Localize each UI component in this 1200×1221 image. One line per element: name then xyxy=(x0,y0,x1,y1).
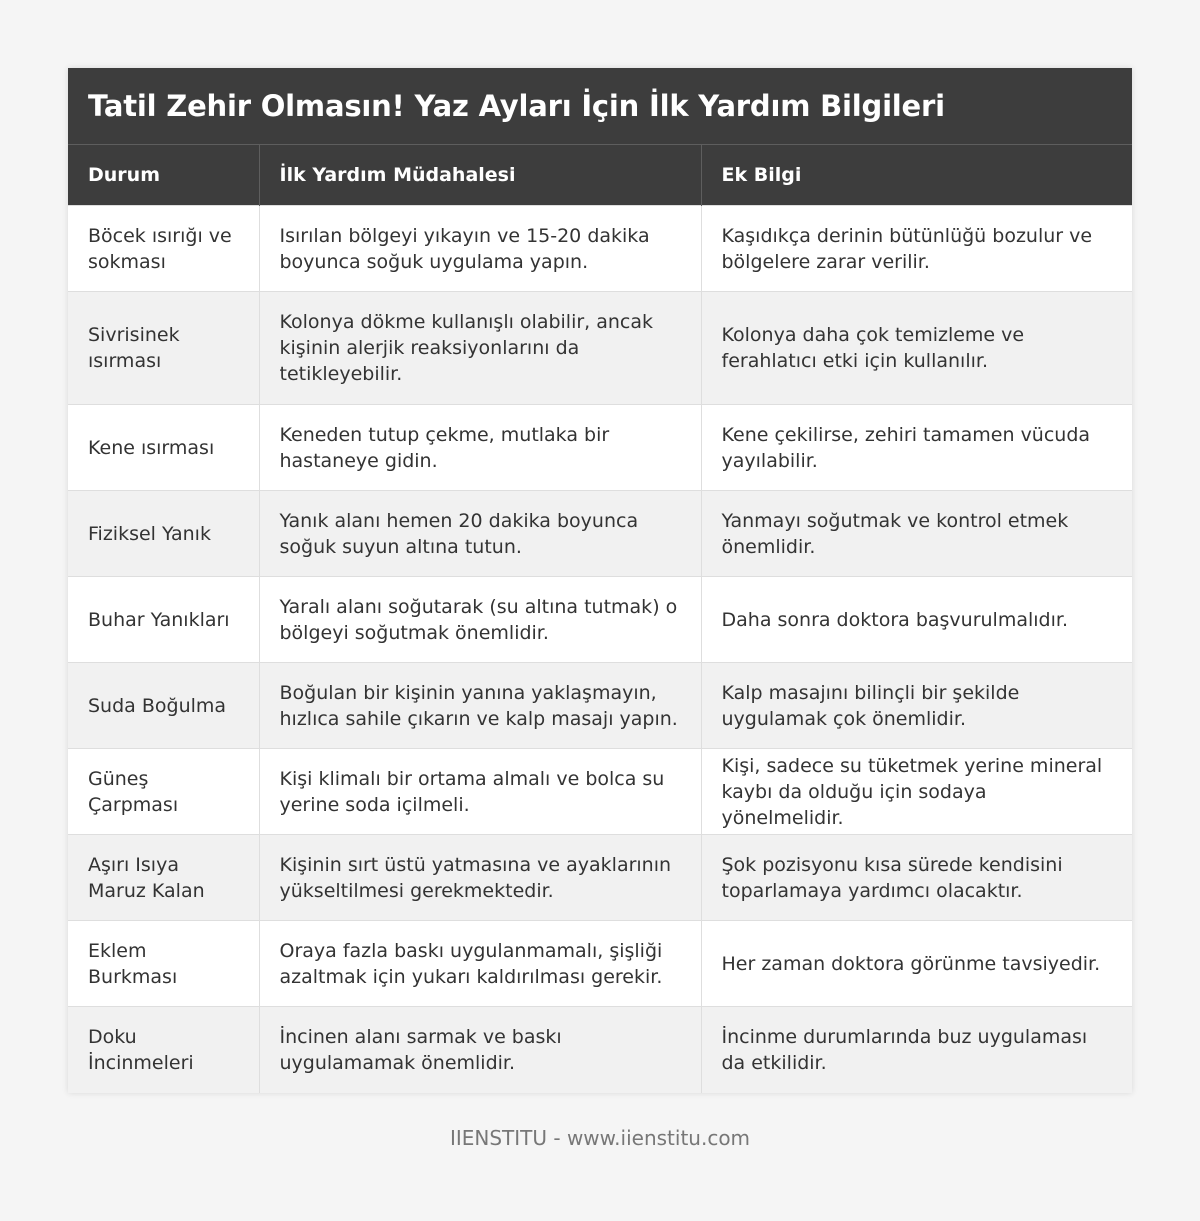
cell-ek-bilgi: Her zaman doktora görünme tavsiyedir. xyxy=(701,921,1132,1007)
cell-ek-bilgi: Kaşıdıkça derinin bütünlüğü bozulur ve bölgelere zarar verilir. xyxy=(701,206,1132,292)
cell-ek-bilgi: Kişi, sadece su tüketmek yerine mineral kaybı da olduğu için sodaya yönelmelidir. xyxy=(701,749,1132,835)
cell-durum: Buhar Yanıkları xyxy=(68,577,259,663)
first-aid-table-card xyxy=(68,68,1132,1093)
cell-ek-bilgi: İncinme durumlarında buz uygulaması da etkilidir. xyxy=(701,1007,1132,1093)
cell-durum: Eklem Burkması xyxy=(68,921,259,1007)
column-header-ilk-yardim: İlk Yardım Müdahalesi xyxy=(259,145,701,206)
cell-ek-bilgi: Kolonya daha çok temizleme ve ferahlatıcı etki için kullanılır. xyxy=(701,292,1132,405)
cell-ek-bilgi: Kene çekilirse, zehiri tamamen vücuda yayılabilir. xyxy=(701,405,1132,491)
cell-durum: Böcek ısırığı ve sokması xyxy=(68,206,259,292)
cell-ilk-yardim: Kolonya dökme kullanışlı olabilir, ancak kişinin alerjik reaksiyonlarını da tetikleyebilir. xyxy=(259,292,701,405)
footer-credit: IIENSTITU - www.iienstitu.com xyxy=(449,1126,751,1150)
table-row xyxy=(68,577,1132,663)
cell-durum: Kene ısırması xyxy=(68,405,259,491)
cell-durum: Fiziksel Yanık xyxy=(68,491,259,577)
table-row xyxy=(68,292,1132,405)
cell-ilk-yardim: İncinen alanı sarmak ve baskı uygulamamak önemlidir. xyxy=(259,1007,701,1093)
cell-durum: Güneş Çarpması xyxy=(68,749,259,835)
table-row xyxy=(68,835,1132,921)
cell-ek-bilgi: Yanmayı soğutmak ve kontrol etmek önemlidir. xyxy=(701,491,1132,577)
column-header-durum: Durum xyxy=(68,145,259,206)
cell-durum: Suda Boğulma xyxy=(68,663,259,749)
table-row xyxy=(68,206,1132,292)
cell-ek-bilgi: Kalp masajını bilinçli bir şekilde uygulamak çok önemlidir. xyxy=(701,663,1132,749)
table-row xyxy=(68,921,1132,1007)
cell-durum: Aşırı Isıya Maruz Kalan xyxy=(68,835,259,921)
cell-durum: Doku İncinmeleri xyxy=(68,1007,259,1093)
table-row xyxy=(68,749,1132,835)
cell-ilk-yardim: Kişi klimalı bir ortama almalı ve bolca su yerine soda içilmeli. xyxy=(259,749,701,835)
first-aid-table xyxy=(68,144,1132,1093)
table-row xyxy=(68,405,1132,491)
cell-ilk-yardim: Isırılan bölgeyi yıkayın ve 15-20 dakika boyunca soğuk uygulama yapın. xyxy=(259,206,701,292)
cell-ilk-yardim: Oraya fazla baskı uygulanmamalı, şişliği azaltmak için yukarı kaldırılması gerekir. xyxy=(259,921,701,1007)
cell-ilk-yardim: Yanık alanı hemen 20 dakika boyunca soğuk suyun altına tutun. xyxy=(259,491,701,577)
table-header-row xyxy=(68,145,1132,206)
cell-ilk-yardim: Yaralı alanı soğutarak (su altına tutmak) o bölgeyi soğutmak önemlidir. xyxy=(259,577,701,663)
cell-ilk-yardim: Keneden tutup çekme, mutlaka bir hastaneye gidin. xyxy=(259,405,701,491)
table-row xyxy=(68,491,1132,577)
cell-ek-bilgi: Daha sonra doktora başvurulmalıdır. xyxy=(701,577,1132,663)
table-row xyxy=(68,1007,1132,1093)
cell-ilk-yardim: Kişinin sırt üstü yatmasına ve ayaklarının yükseltilmesi gerekmektedir. xyxy=(259,835,701,921)
table-title-bar xyxy=(68,68,1132,144)
table-title: Tatil Zehir Olmasın! Yaz Ayları İçin İlk Yardım Bilgileri xyxy=(88,89,945,123)
cell-ek-bilgi: Şok pozisyonu kısa sürede kendisini toparlamaya yardımcı olacaktır. xyxy=(701,835,1132,921)
table-row xyxy=(68,663,1132,749)
cell-ilk-yardim: Boğulan bir kişinin yanına yaklaşmayın, hızlıca sahile çıkarın ve kalp masajı yapın. xyxy=(259,663,701,749)
column-header-ek-bilgi: Ek Bilgi xyxy=(701,145,1132,206)
cell-durum: Sivrisinek ısırması xyxy=(68,292,259,405)
